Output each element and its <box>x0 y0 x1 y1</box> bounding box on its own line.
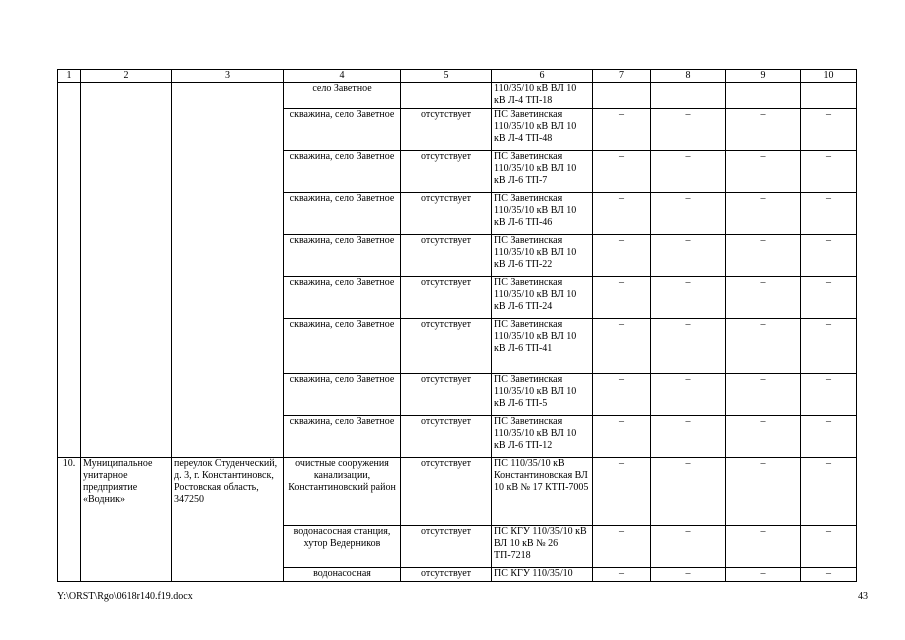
object-cell: скважина, село Заветное <box>284 192 401 234</box>
value-cell: – <box>801 525 857 567</box>
value-cell: – <box>651 457 726 525</box>
value-cell: – <box>801 108 857 150</box>
value-cell: – <box>593 373 651 415</box>
value-cell: – <box>726 108 801 150</box>
header-cell: 10 <box>801 70 857 83</box>
header-cell: 3 <box>172 70 284 83</box>
organization-cell: Муниципальное унитарное предприятие «Водник» <box>81 457 172 581</box>
connection-cell: ПС Заветинская 110/35/10 кВ ВЛ 10 кВ Л-6 ТП-5 <box>492 373 593 415</box>
status-cell <box>401 83 492 109</box>
organization-cell <box>81 83 172 458</box>
value-cell: – <box>801 276 857 318</box>
value-cell <box>593 83 651 109</box>
header-cell: 7 <box>593 70 651 83</box>
value-cell: – <box>593 318 651 373</box>
object-cell: водонасосная станция, хутор Ведерников <box>284 525 401 567</box>
header-cell: 1 <box>58 70 81 83</box>
header-cell: 8 <box>651 70 726 83</box>
status-cell: отсутствует <box>401 567 492 581</box>
value-cell: – <box>726 150 801 192</box>
value-cell: – <box>593 192 651 234</box>
value-cell: – <box>593 567 651 581</box>
status-cell: отсутствует <box>401 318 492 373</box>
object-cell: скважина, село Заветное <box>284 108 401 150</box>
entry-number-cell: 10. <box>58 457 81 581</box>
status-cell: отсутствует <box>401 373 492 415</box>
object-cell: село Заветное <box>284 83 401 109</box>
status-cell: отсутствует <box>401 415 492 457</box>
status-cell: отсутствует <box>401 457 492 525</box>
connection-cell: ПС Заветинская 110/35/10 кВ ВЛ 10 кВ Л-4 ТП-48 <box>492 108 593 150</box>
value-cell: – <box>726 192 801 234</box>
header-cell: 4 <box>284 70 401 83</box>
value-cell: – <box>651 150 726 192</box>
footer-file-path: Y:\ORST\Rgo\0618r140.f19.docx <box>57 591 193 602</box>
connection-cell: ПС Заветинская 110/35/10 кВ ВЛ 10 кВ Л-6 ТП-24 <box>492 276 593 318</box>
value-cell: – <box>801 373 857 415</box>
header-cell: 6 <box>492 70 593 83</box>
value-cell: – <box>726 234 801 276</box>
value-cell: – <box>593 276 651 318</box>
status-cell: отсутствует <box>401 192 492 234</box>
object-cell: водонасосная <box>284 567 401 581</box>
value-cell: – <box>651 373 726 415</box>
value-cell: – <box>801 318 857 373</box>
header-cell: 2 <box>81 70 172 83</box>
value-cell: – <box>593 415 651 457</box>
value-cell: – <box>651 192 726 234</box>
status-cell: отсутствует <box>401 234 492 276</box>
object-cell: скважина, село Заветное <box>284 373 401 415</box>
value-cell: – <box>726 567 801 581</box>
status-cell: отсутствует <box>401 276 492 318</box>
value-cell: – <box>593 108 651 150</box>
value-cell: – <box>726 525 801 567</box>
value-cell: – <box>726 318 801 373</box>
value-cell: – <box>801 150 857 192</box>
value-cell: – <box>593 234 651 276</box>
value-cell: – <box>651 415 726 457</box>
value-cell: – <box>801 567 857 581</box>
value-cell <box>651 83 726 109</box>
value-cell: – <box>651 525 726 567</box>
address-cell: переулок Студенческий, д. 3, г. Константиновск, Ростовская область, 347250 <box>172 457 284 581</box>
header-cell: 5 <box>401 70 492 83</box>
value-cell: – <box>801 192 857 234</box>
value-cell: – <box>801 415 857 457</box>
header-cell: 9 <box>726 70 801 83</box>
value-cell: – <box>593 525 651 567</box>
object-cell: скважина, село Заветное <box>284 234 401 276</box>
value-cell: – <box>651 108 726 150</box>
entry-number-cell <box>58 83 81 458</box>
value-cell: – <box>801 234 857 276</box>
value-cell: – <box>651 567 726 581</box>
value-cell <box>801 83 857 109</box>
value-cell: – <box>651 276 726 318</box>
value-cell: – <box>726 373 801 415</box>
object-cell: скважина, село Заветное <box>284 276 401 318</box>
connection-cell: ПС Заветинская 110/35/10 кВ ВЛ 10 кВ Л-6 ТП-7 <box>492 150 593 192</box>
object-cell: скважина, село Заветное <box>284 150 401 192</box>
object-cell: скважина, село Заветное <box>284 415 401 457</box>
value-cell: – <box>801 457 857 525</box>
value-cell: – <box>726 276 801 318</box>
object-cell: скважина, село Заветное <box>284 318 401 373</box>
value-cell: – <box>593 150 651 192</box>
connection-cell: ПС Заветинская 110/35/10 кВ ВЛ 10 кВ Л-6 ТП-41 <box>492 318 593 373</box>
value-cell: – <box>593 457 651 525</box>
object-cell: очистные сооружения канализации, Константиновский район <box>284 457 401 525</box>
status-cell: отсутствует <box>401 108 492 150</box>
connection-cell: ПС Заветинская 110/35/10 кВ ВЛ 10 кВ Л-6 ТП-22 <box>492 234 593 276</box>
header-row <box>58 70 857 83</box>
table-row <box>58 83 857 109</box>
connection-cell: ПС 110/35/10 кВ Константиновская ВЛ 10 кВ № 17 КТП-7005 <box>492 457 593 525</box>
page-number: 43 <box>858 591 868 602</box>
connection-cell: ПС Заветинская 110/35/10 кВ ВЛ 10 кВ Л-6 ТП-12 <box>492 415 593 457</box>
status-cell: отсутствует <box>401 150 492 192</box>
address-cell <box>172 83 284 458</box>
value-cell: – <box>651 234 726 276</box>
connection-cell: ПС КГУ 110/35/10 <box>492 567 593 581</box>
connection-cell: ПС КГУ 110/35/10 кВ ВЛ 10 кВ № 26 ТП-7218 <box>492 525 593 567</box>
status-cell: отсутствует <box>401 525 492 567</box>
data-table <box>57 69 857 582</box>
value-cell: – <box>651 318 726 373</box>
connection-cell: ПС Заветинская 110/35/10 кВ ВЛ 10 кВ Л-6 ТП-46 <box>492 192 593 234</box>
connection-cell: 110/35/10 кВ ВЛ 10 кВ Л-4 ТП-18 <box>492 83 593 109</box>
value-cell <box>726 83 801 109</box>
table-row <box>58 457 857 525</box>
value-cell: – <box>726 415 801 457</box>
value-cell: – <box>726 457 801 525</box>
